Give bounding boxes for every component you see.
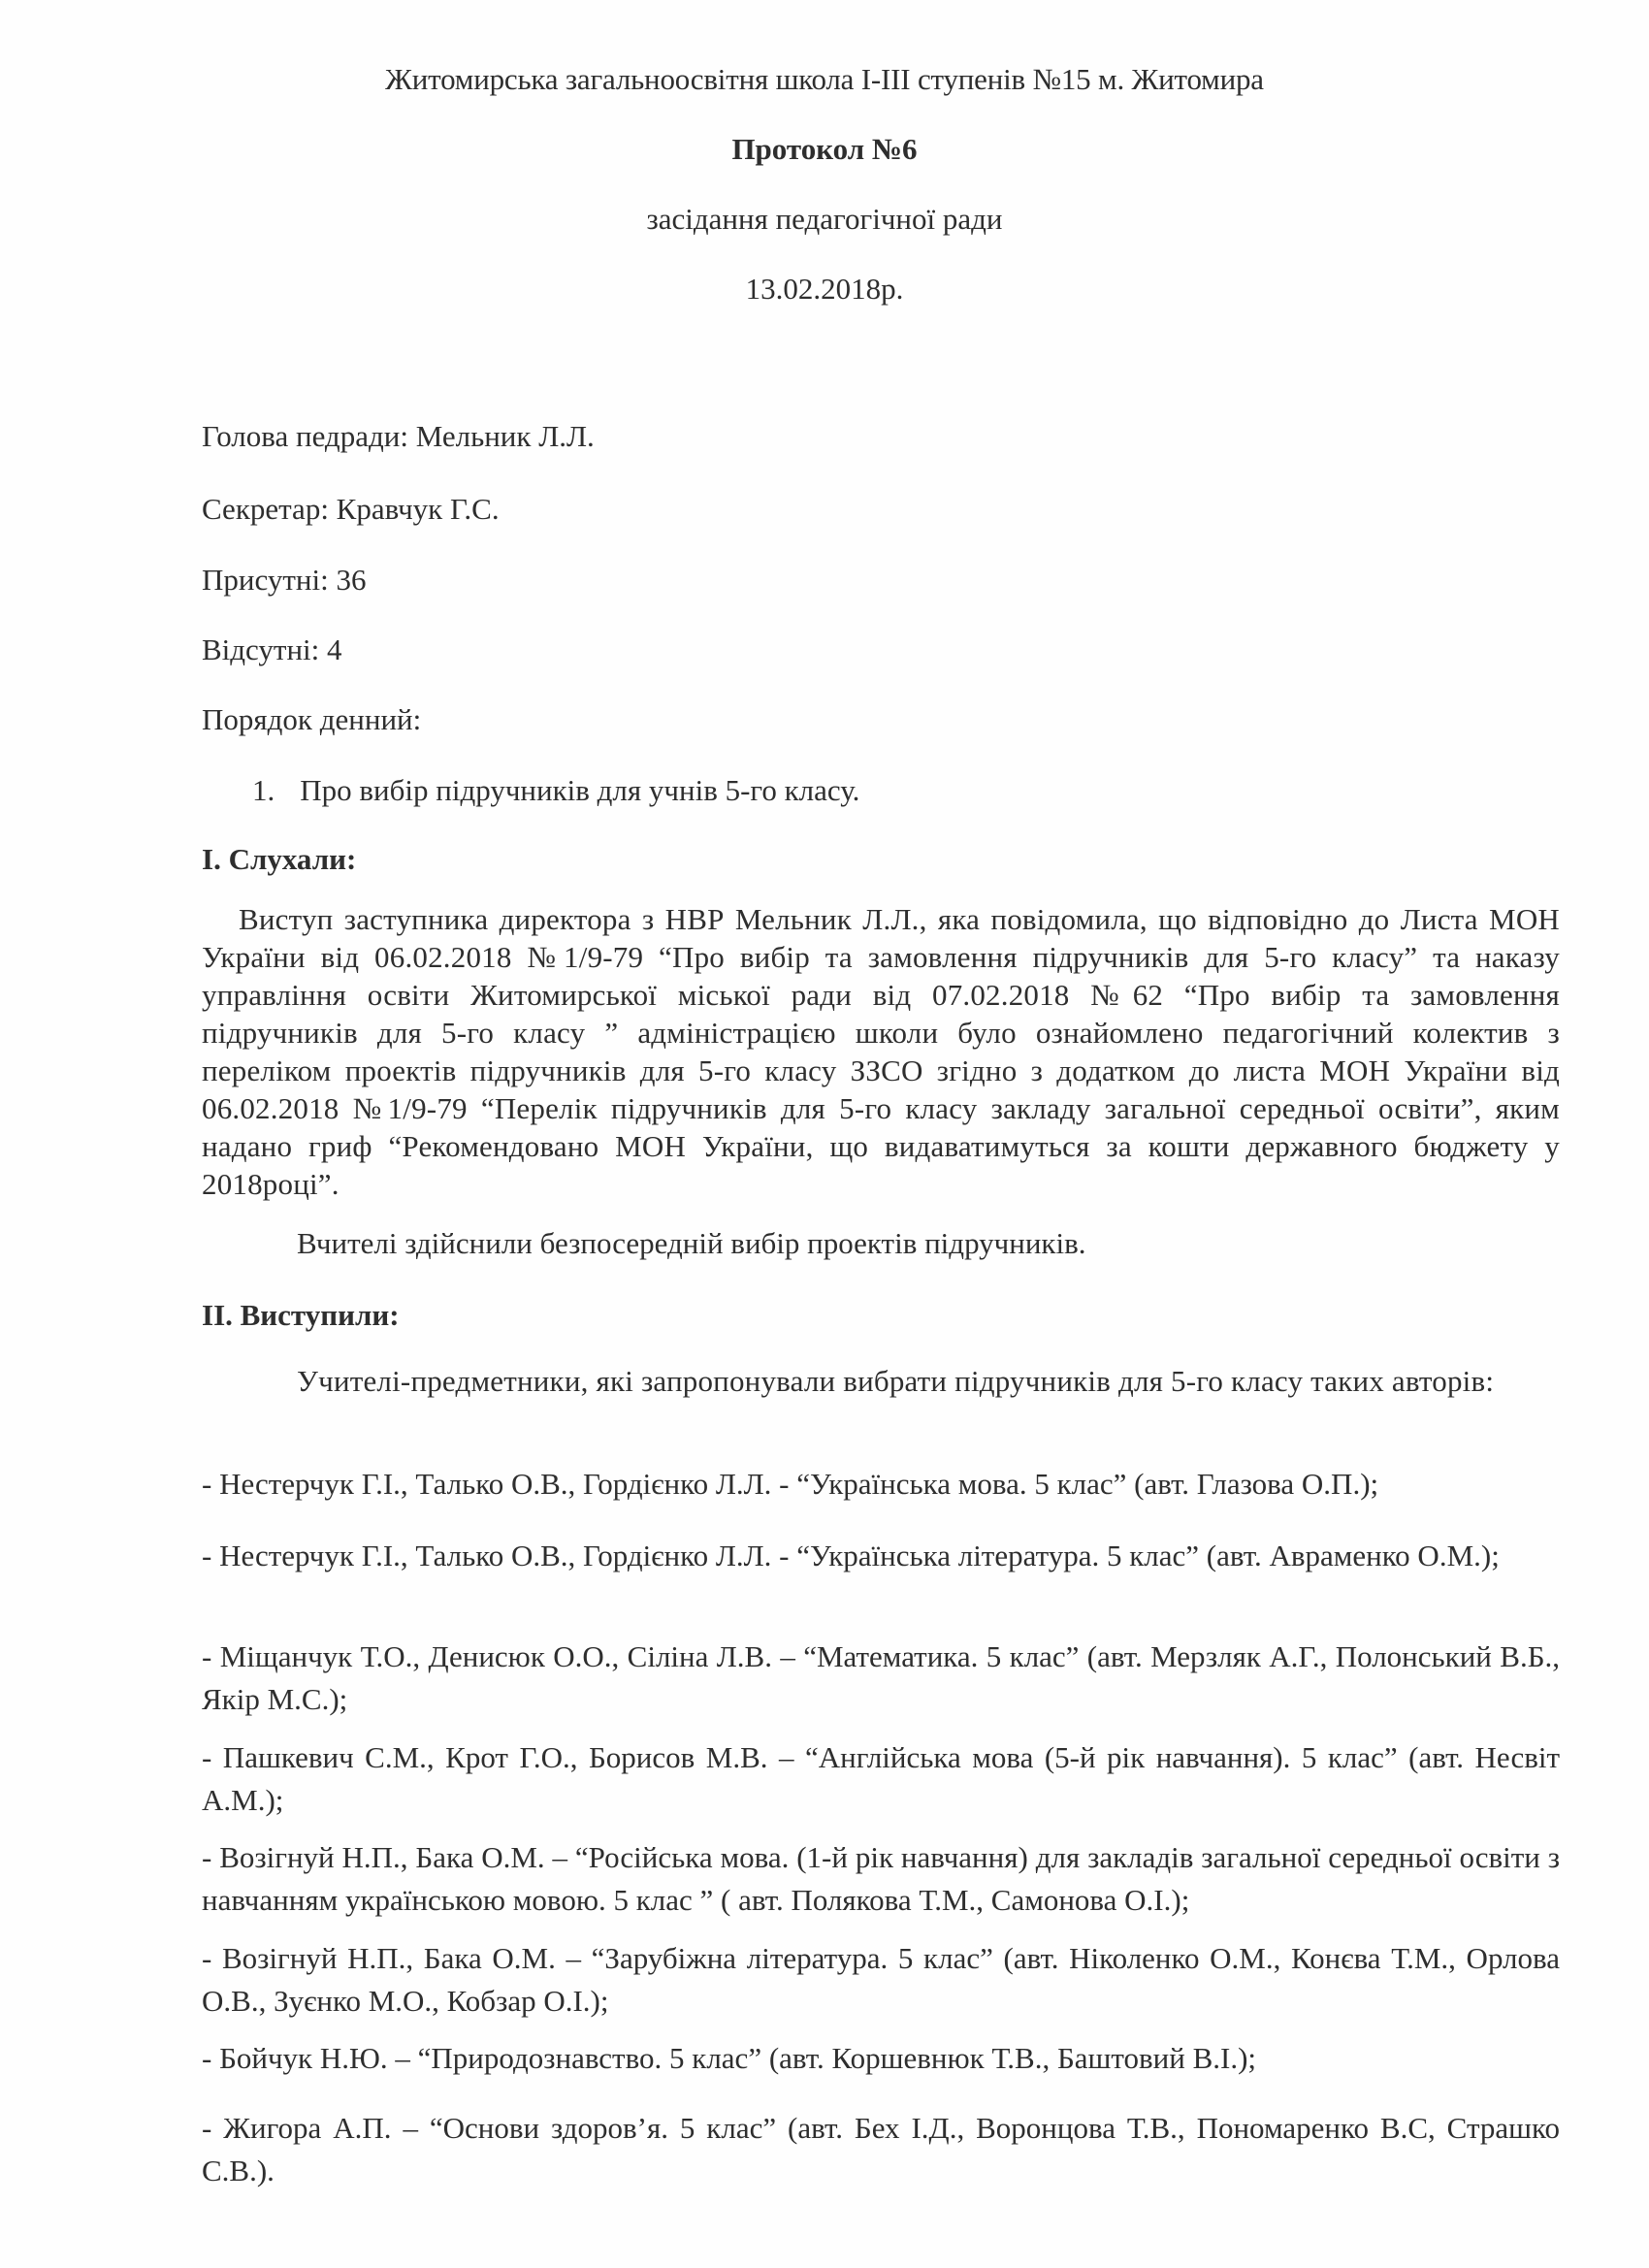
agenda-label: Порядок денний: xyxy=(202,702,422,736)
protocol-date: 13.02.2018р. xyxy=(745,272,904,306)
protocol-title: Протокол №6 xyxy=(731,132,918,166)
list-item: - Бойчук Н.Ю. – “Природознавство. 5 клас” (авт. Коршевнюк Т.В., Баштовий В.І.); xyxy=(202,2041,1257,2075)
list-item: - Міщанчук Т.О., Денисюк О.О., Сіліна Л.В. – “Математика. 5 клас” (авт. Мерзляк А.Г., Полонський В.Б., Якір М.С.); xyxy=(202,1639,1560,1716)
agenda-item-number: 1. xyxy=(252,773,275,807)
listened-paragraph: Виступ заступника директора з НВР Мельник Л.Л., яка повідомила, що відповідно до Листа МОН України від 06.02.2018 №1/9-79 “Про вибір та замовлення підручників для 5-го класу” та наказу управління освіти Житомирської міської ради від 07.02.2018 №62 “Про вибір та замовлення підручників для 5-го класу ” адміністрацією школи було ознайомлено педагогічний колектив з переліком проектів підручників для 5-го класу ЗЗСО згідно з додатком до листа МОН України від 06.02.2018 №1/9-79 “Перелік підручників для 5-го класу закладу загальної середньої освіти”, яким надано гриф “Рекомендовано МОН України, що видаватимуться за кошти державного бюджету у 2018році”. xyxy=(202,902,1560,1201)
section-heading-spoke: ІІ. Виступили: xyxy=(202,1298,400,1332)
spoke-intro: Учителі-предметники, які запропонували вибрати підручників для 5-го класу таких авторів: xyxy=(297,1364,1495,1398)
section-heading-listened: І. Слухали: xyxy=(202,842,357,876)
agenda-item-text: Про вибір підручників для учнів 5-го класу. xyxy=(300,773,860,807)
list-item: - Пашкевич С.М., Крот Г.О., Борисов М.В. – “Англійська мова (5-й рік навчання). 5 клас” (авт. Несвіт А.М.); xyxy=(202,1740,1560,1817)
agenda-item xyxy=(252,771,859,810)
present-line: Присутні: 36 xyxy=(202,563,367,597)
chair-line: Голова педради: Мельник Л.Л. xyxy=(202,419,595,453)
secretary-line: Секретар: Кравчук Г.С. xyxy=(202,492,500,526)
list-item: - Возігнуй Н.П., Бака О.М. – “Російська мова. (1-й рік навчання) для закладів загальної середньої освіти з навчанням українською мовою. 5 клас ” ( авт. Полякова Т.М., Самонова О.І.); xyxy=(202,1840,1560,1917)
list-item: - Нестерчук Г.І., Талько О.В., Гордієнко Л.Л. - “Українська мова. 5 клас” (авт. Глазова О.П.); xyxy=(202,1467,1379,1501)
school-name: Житомирська загальноосвітня школа І-ІІІ ступенів №15 м. Житомира xyxy=(385,62,1264,96)
protocol-subtitle: засідання педагогічної ради xyxy=(646,202,1003,236)
listened-note: Вчителі здійснили безпосередній вибір проектів підручників. xyxy=(297,1226,1086,1260)
list-item: - Возігнуй Н.П., Бака О.М. – “Зарубіжна література. 5 клас” (авт. Ніколенко О.М., Конєва Т.М., Орлова О.В., Зуєнко М.О., Кобзар О.І.); xyxy=(202,1941,1560,2018)
list-item: - Нестерчук Г.І., Талько О.В., Гордієнко Л.Л. - “Українська література. 5 клас” (авт. Авраменко О.М.); xyxy=(202,1539,1500,1572)
list-item: - Жигора А.П. – “Основи здоров’я. 5 клас” (авт. Бех І.Д., Воронцова Т.В., Пономаренко В.С, Страшко С.В.). xyxy=(202,2111,1560,2187)
absent-line: Відсутні: 4 xyxy=(202,632,342,666)
